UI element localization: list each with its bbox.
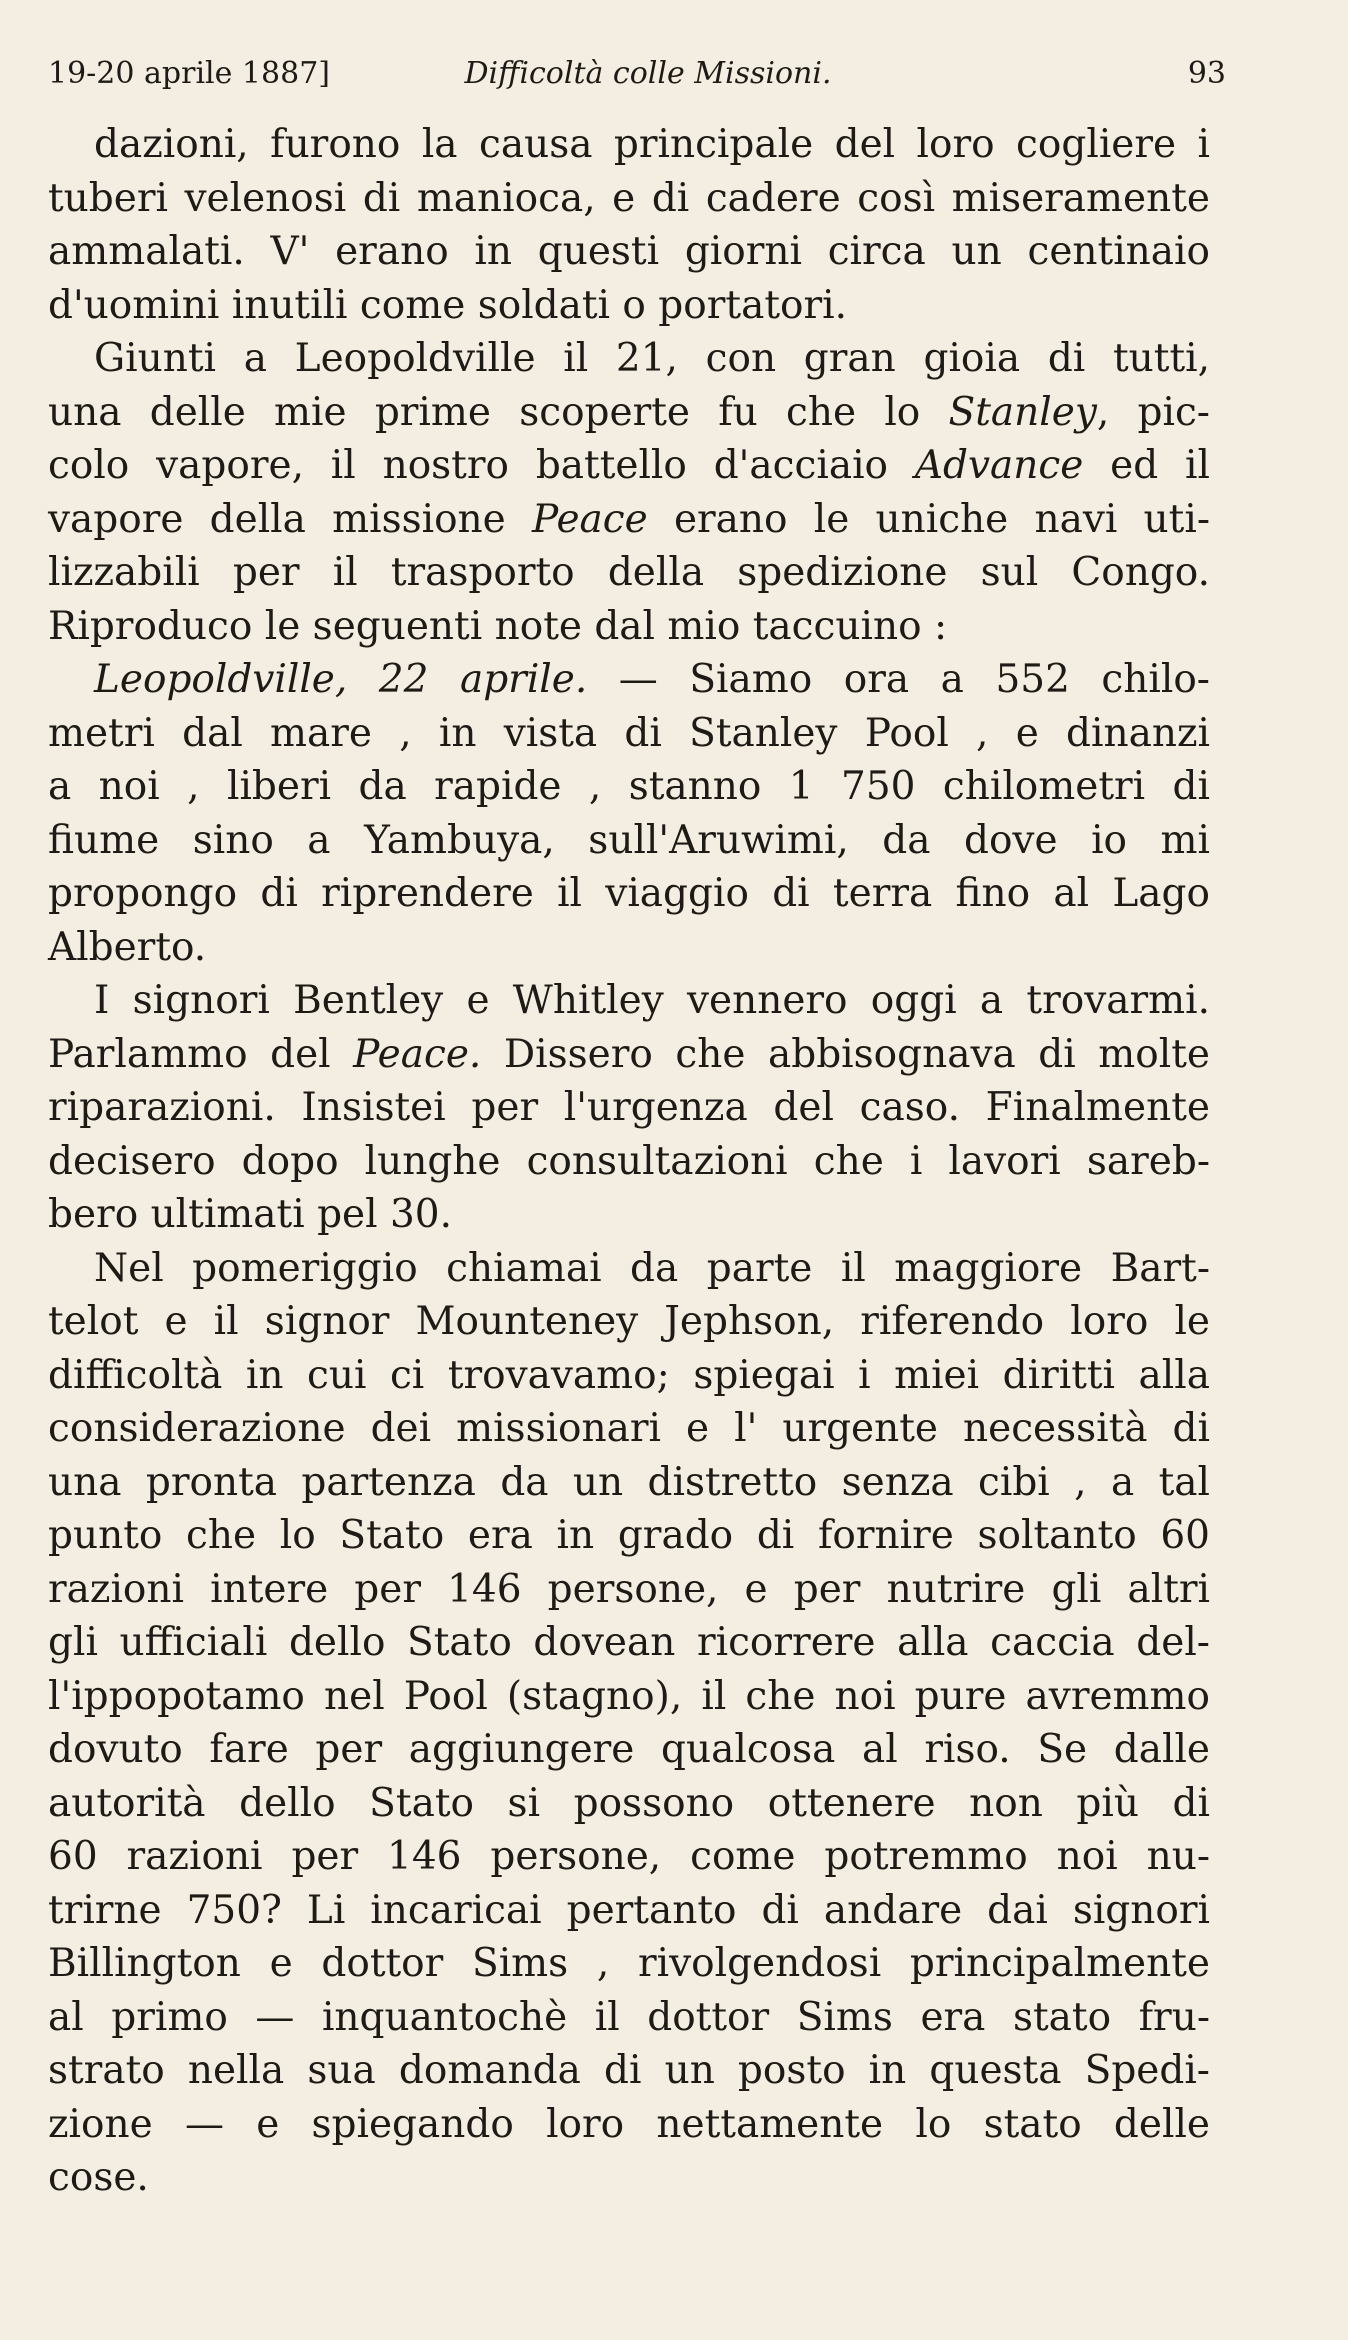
text-line: 60 razioni per 146 persone, come potremmo noi nu- [48,1834,1210,1879]
text-line: dovuto fare per aggiungere qualcosa al riso. Se dalle [48,1727,1210,1772]
text-line: difficoltà in cui ci trovavamo; spiegai i miei diritti alla [48,1352,1210,1398]
text-line: Alberto. [48,924,207,970]
text-line: Billington e dottor Sims , rivolgendosi principalmente [48,1941,1210,1986]
text-line: strato nella sua domanda di un posto in questa Spedi- [48,2048,1210,2093]
text-line: dazioni, furono la causa principale del loro cogliere i [94,122,1210,167]
text-line: punto che lo Stato era in grado di fornire soltanto 60 [48,1513,1210,1558]
text-line: ammalati. V' erano in questi giorni circa un centinaio [48,229,1210,274]
text-line: decisero dopo lunghe consultazioni che i lavori sareb- [48,1138,1210,1184]
text-segment: vapore della missione [48,496,532,542]
text-line: propongo di riprendere il viaggio di terra fino al Lago [48,871,1210,916]
text-line: trirne 750? Li incaricai pertanto di andare dai signori [48,1887,1210,1933]
text-line: riparazioni. Insistei per l'urgenza del caso. Finalmente [48,1085,1210,1130]
text-line: autorità dello Stato si possono ottenere non più di [48,1780,1210,1826]
italic-segment: Peace [531,496,648,542]
text-line [48,439,1210,493]
text-line: d'uomini inutili come soldati o portatori. [48,282,847,328]
text-line [48,1028,1210,1082]
italic-segment: Peace. [353,1031,482,1077]
text-line: telot e il signor Mounteney Jephson, riferendo loro le [48,1299,1210,1344]
italic-segment: Advance [914,443,1084,488]
text-line: a noi , liberi da rapide , stanno 1 750 chilometri di [48,764,1210,809]
text-line: una pronta partenza da un distretto senza cibi , a tal [48,1459,1210,1505]
text-line: cose. [48,2155,149,2200]
text-segment: erano le uniche navi uti- [647,496,1210,542]
text-line [48,493,1210,547]
text-line: fiume sino a Yambuya, sull'Aruwimi, da dove io mi [48,817,1210,863]
italic-segment: Stanley [948,389,1097,435]
running-head [48,50,1226,98]
text-line: considerazione dei missionari e l' urgente necessità di [48,1406,1210,1451]
text-segment: Dissero che abbisognava di molte [481,1031,1210,1077]
text-line: Giunti a Leopoldville il 21, con gran gioia di tutti, [94,336,1210,381]
body-text [48,118,1210,2205]
italic-segment: Leopoldville, 22 aprile. [94,657,588,702]
text-line: gli ufficiali dello Stato dovean ricorrere alla caccia del- [48,1620,1210,1665]
text-line: al primo — inquantochè il dottor Sims era stato fru- [48,1994,1210,2040]
text-line [48,386,1210,440]
text-segment: — Siamo ora a 552 chilo- [587,657,1210,702]
text-line: Riproduco le seguenti note dal mio taccuino : [48,603,948,649]
page-number: 93 [1187,56,1226,91]
header-date: 19-20 aprile 1887] [48,56,330,91]
text-line: Nel pomeriggio chiamai da parte il maggiore Bart- [94,1245,1210,1291]
text-line: razioni intere per 146 persone, e per nutrire gli altri [48,1566,1210,1612]
text-line: metri dal mare , in vista di Stanley Pool , e dinanzi [48,710,1210,756]
text-line: lizzabili per il trasporto della spedizione sul Congo. [48,550,1210,595]
text-segment: Parlammo del [48,1031,354,1077]
text-line [48,653,1210,707]
text-line: I signori Bentley e Whitley vennero oggi a trovarmi. [94,978,1210,1023]
text-segment: ed il [1083,443,1210,488]
text-line: zione — e spiegando loro nettamente lo stato delle [48,2101,1210,2147]
text-segment: una delle mie prime scoperte fu che lo [48,389,949,435]
text-segment: , pic- [1096,389,1210,435]
header-chapter-title: Difficoltà colle Missioni. [464,56,832,91]
text-line: bero ultimati pel 30. [48,1192,453,1237]
text-line: tuberi velenosi di manioca, e di cadere così miseramente [48,175,1210,221]
text-segment: colo vapore, il nostro battello d'acciaio [48,443,915,488]
text-line: l'ippopotamo nel Pool (stagno), il che noi pure avremmo [48,1673,1210,1719]
